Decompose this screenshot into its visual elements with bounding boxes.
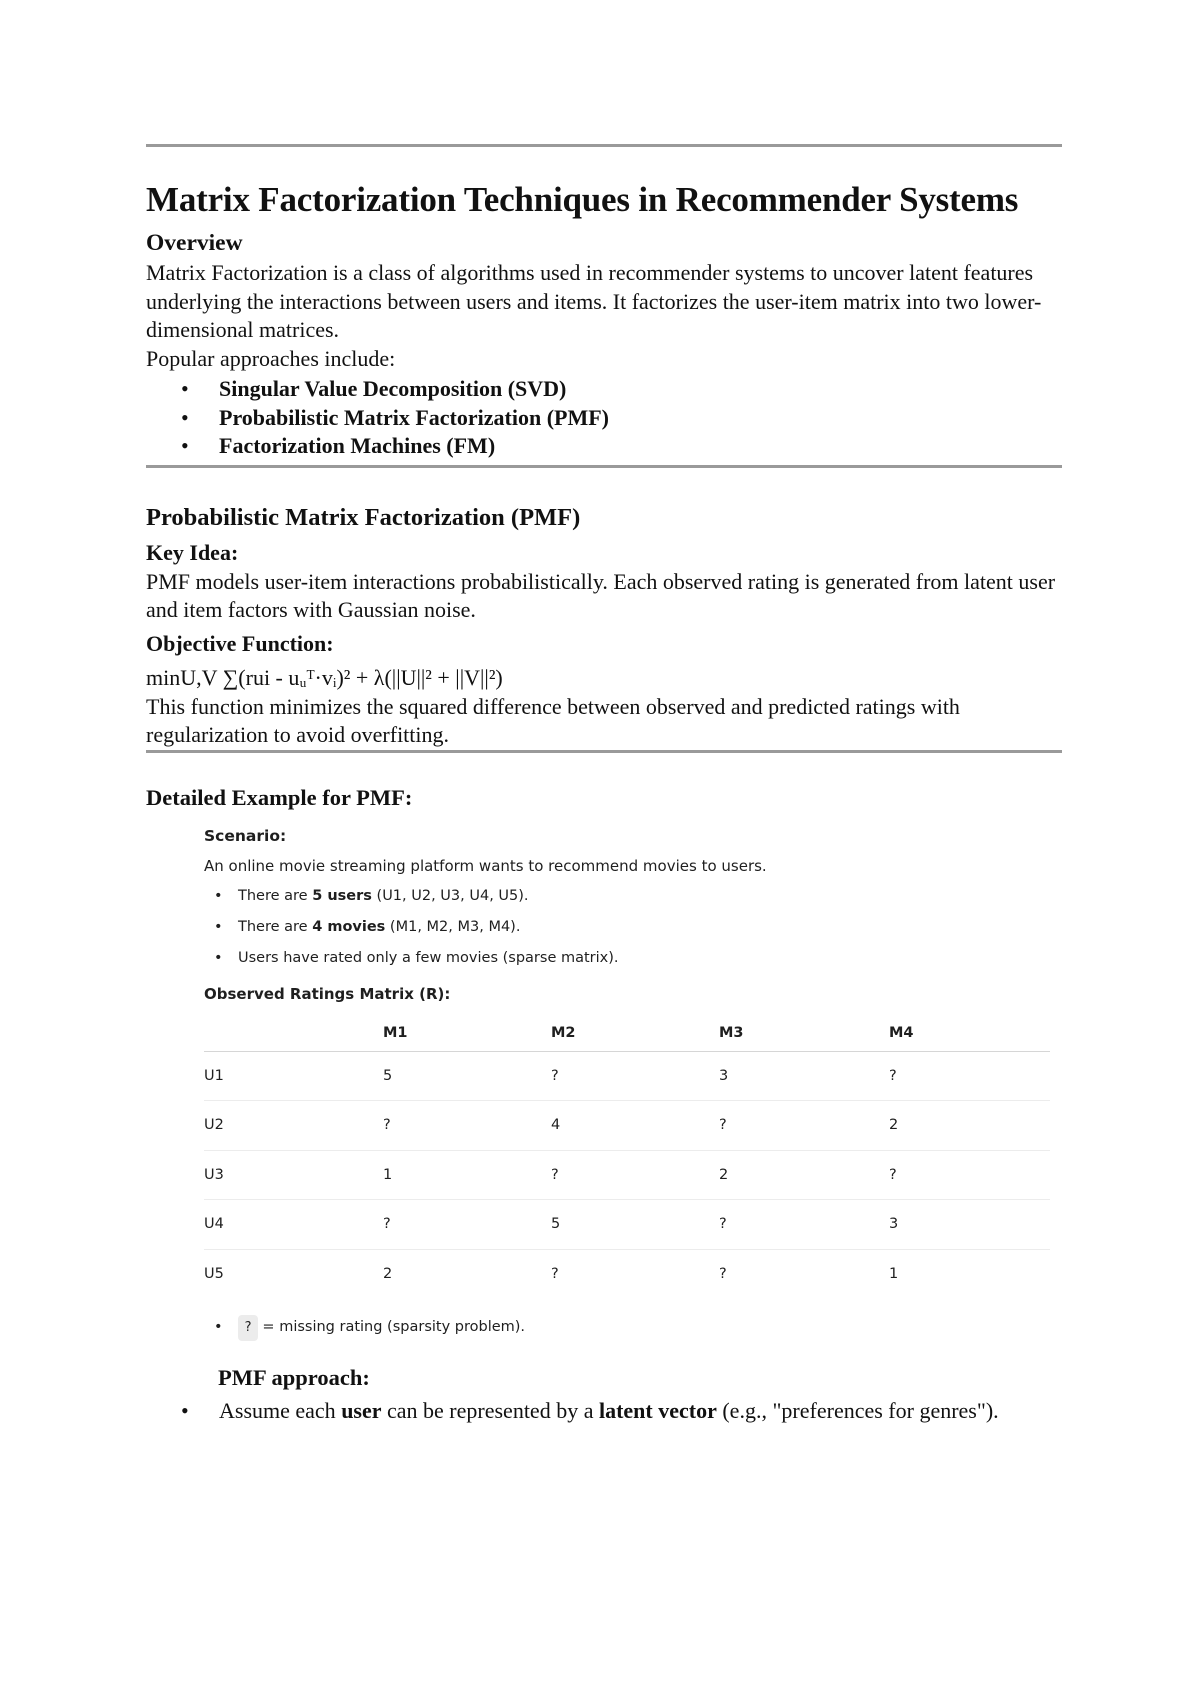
bullet-bold: 5 users: [312, 887, 372, 904]
column-header: M1: [383, 1015, 551, 1052]
table-cell: U2: [204, 1101, 383, 1151]
table-cell: U3: [204, 1150, 383, 1200]
table-cell: 3: [889, 1200, 1050, 1250]
item-text: Assume each: [219, 1398, 342, 1423]
ratings-table-label: Observed Ratings Matrix (R):: [204, 984, 451, 1003]
embedded-example-screenshot: [204, 825, 1056, 1342]
horizontal-rule: [146, 465, 1062, 468]
list-item: [204, 885, 1056, 907]
bullet-text: There are: [238, 887, 313, 904]
table-header-row: [204, 1015, 1050, 1052]
bullet-text: (M1, M2, M3, M4).: [385, 918, 521, 935]
table-cell: ?: [383, 1200, 551, 1250]
table-cell: U4: [204, 1200, 383, 1250]
table-cell: ?: [551, 1150, 719, 1200]
table-cell: 1: [889, 1265, 899, 1282]
table-cell: ?: [719, 1265, 727, 1282]
item-bold: user: [341, 1398, 382, 1423]
example-heading: Detailed Example for PMF:: [146, 784, 413, 810]
formula-explanation: This function minimizes the squared difference between observed and predicted ratings with regularization to avoid overfitting.: [146, 693, 960, 747]
table-cell: ?: [889, 1051, 1050, 1101]
key-idea-label: Key Idea:: [146, 539, 239, 565]
table-cell: ?: [889, 1150, 1050, 1200]
pmf-heading: Probabilistic Matrix Factorization (PMF): [146, 503, 581, 531]
column-header: M3: [719, 1015, 889, 1052]
scenario-list: [204, 885, 1056, 969]
objective-formula: minU,V ∑(rui - uᵤᵀ·vᵢ)² + λ(||U||² + ||V||²): [146, 664, 503, 690]
table-cell: 4: [551, 1101, 719, 1151]
bullet-text: (U1, U2, U3, U4, U5).: [371, 887, 529, 904]
note-text: = missing rating (sparsity problem).: [257, 1319, 526, 1335]
table-row: [204, 1051, 1050, 1101]
overview-heading: Overview: [146, 230, 243, 256]
item-bold: latent vector: [598, 1398, 717, 1423]
table-row: [204, 1101, 1050, 1151]
table-cell: U5: [204, 1265, 224, 1282]
objective-function-label: Objective Function:: [146, 630, 334, 656]
table-cell: 3: [719, 1051, 889, 1101]
document-page: [146, 0, 1062, 1426]
bullet-text: There are: [238, 918, 313, 935]
horizontal-rule: [146, 144, 1062, 147]
table-row: [204, 1150, 1050, 1200]
column-header: [204, 1015, 383, 1052]
table-cell: ?: [551, 1051, 719, 1101]
table-cell: 5: [383, 1051, 551, 1101]
column-header: M4: [889, 1015, 1050, 1052]
table-row: [204, 1249, 1050, 1298]
pmf-approach-heading: PMF approach:: [218, 1365, 370, 1390]
list-item: [204, 916, 1056, 938]
column-header: M2: [551, 1015, 719, 1052]
list-item: [204, 947, 1056, 969]
list-item: [146, 1397, 1062, 1426]
item-text: can be represented by a: [381, 1398, 599, 1423]
table-cell: 2: [719, 1150, 889, 1200]
table-row: [204, 1200, 1050, 1250]
list-item: • Probabilistic Matrix Factorization (PMF): [146, 404, 1062, 433]
list-item: • Factorization Machines (FM): [146, 432, 1062, 461]
key-idea-text: PMF models user-item interactions probabilistically. Each observed rating is generated from latent user and item factors with Gaussian noise.: [146, 568, 1056, 622]
table-cell: ?: [383, 1101, 551, 1151]
table-cell: 1: [383, 1150, 551, 1200]
approaches-list: [146, 375, 1062, 461]
table-cell: 5: [551, 1200, 719, 1250]
overview-paragraph: Matrix Factorization is a class of algorithms used in recommender systems to uncover latent features underlying the interactions between users and items. It factorizes the user-item matrix into two lower-dimensional matrices.: [146, 260, 1042, 342]
bullet-bold: 4 movies: [312, 918, 386, 935]
item-text: (e.g., "preferences for genres").: [716, 1398, 999, 1423]
table-cell: 2: [889, 1101, 1050, 1151]
table-cell: ?: [719, 1101, 889, 1151]
approaches-intro: Popular approaches include:: [146, 345, 396, 371]
bullet-text: Users have rated only a few movies (sparse matrix).: [238, 949, 619, 966]
table-cell: ?: [551, 1265, 559, 1282]
scenario-text: An online movie streaming platform wants to recommend movies to users.: [204, 856, 767, 875]
ratings-table: [204, 1015, 1050, 1299]
missing-rating-chip: ?: [238, 1315, 258, 1341]
horizontal-rule: [146, 750, 1062, 753]
document-title: Matrix Factorization Techniques in Recommender Systems: [146, 180, 1019, 219]
scenario-label: Scenario:: [204, 826, 287, 845]
approach-list: [146, 1397, 1062, 1426]
list-item: • Singular Value Decomposition (SVD): [146, 375, 1062, 404]
table-cell: 2: [383, 1265, 393, 1282]
table-cell: U1: [204, 1051, 383, 1101]
missing-rating-note: [204, 1314, 1056, 1341]
table-cell: ?: [719, 1200, 889, 1250]
